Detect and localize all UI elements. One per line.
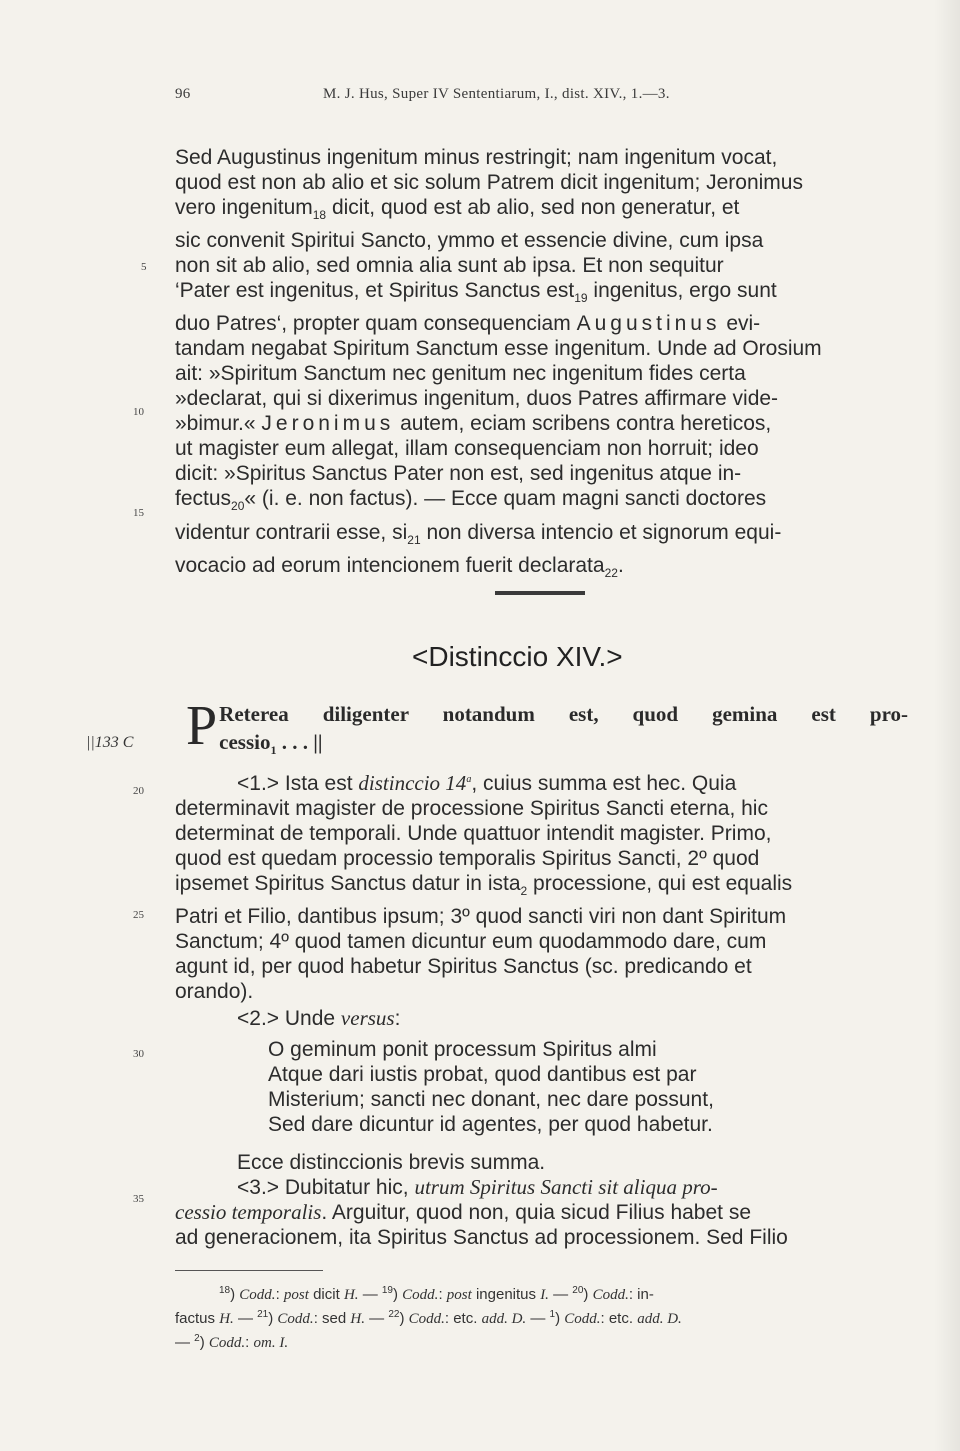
footnote-text: : bbox=[438, 1286, 447, 1303]
spaced-name: Jeronimus bbox=[261, 412, 395, 436]
text-line bbox=[175, 871, 908, 904]
text-line: ad generacionem, ita Spiritus Sanctus ad processionem. Sed Filio bbox=[175, 1226, 788, 1249]
text-line: tandam negabat Spiritum Sanctum esse ingenitum. Unde ad Orosium bbox=[175, 337, 822, 361]
footnote-text: factus bbox=[175, 1310, 220, 1327]
text-line bbox=[175, 1006, 908, 1031]
text-run: cessio bbox=[219, 730, 271, 754]
footnote-italic: post bbox=[283, 1287, 309, 1303]
footnote-source: Codd. bbox=[592, 1287, 629, 1303]
footnote-text: : etc. bbox=[444, 1310, 482, 1327]
footnote-number: 18 bbox=[219, 1285, 231, 1296]
text-run: autem, eciam scribens contra hereticos, bbox=[394, 412, 772, 436]
footnote-source: Codd. bbox=[208, 1335, 246, 1351]
text-line bbox=[186, 728, 908, 764]
footnotes bbox=[175, 1281, 908, 1353]
section-separator bbox=[495, 591, 585, 595]
running-header bbox=[175, 86, 910, 108]
text-run: dicit, quod est ab alio, sed non generatur, et bbox=[326, 196, 740, 219]
text-run: : bbox=[394, 1007, 401, 1031]
footnote-rule bbox=[175, 1270, 323, 1271]
page-edge-shadow bbox=[934, 0, 960, 1451]
footnote-source: Codd. bbox=[408, 1311, 445, 1327]
footnote-italic: add. D. bbox=[481, 1311, 527, 1327]
line-number-10: 10 bbox=[133, 406, 144, 418]
verse-block bbox=[268, 1037, 908, 1137]
footnote-italic: H. bbox=[343, 1287, 359, 1303]
text-line: Sanctum; 4º quod tamen dicuntur eum quodammodo dare, cum bbox=[175, 930, 767, 954]
text-line bbox=[175, 486, 908, 519]
footnote-source: Codd. bbox=[239, 1287, 276, 1303]
text-line: sic convenit Spiritui Sancto, ymmo et essencie divine, cum ipsa bbox=[175, 229, 764, 253]
text-run: ‘Pater est ingenitus, et Spiritus Sanctus est bbox=[175, 279, 575, 303]
text-line: »declarat, qui si dixerimus ingenitum, duos Patres affirmare vide- bbox=[175, 387, 779, 411]
footnote-italic: I. bbox=[540, 1287, 549, 1303]
text-line: non sit ab alio, sed omnia alia sunt ab ipsa. Et non sequitur bbox=[175, 254, 724, 278]
text-line bbox=[175, 767, 908, 796]
footnote-italic: om. I. bbox=[253, 1335, 289, 1351]
text-run: <1.> Ista est bbox=[237, 772, 359, 795]
text-run: . bbox=[617, 553, 624, 577]
footnote-italic: add. D. bbox=[637, 1311, 682, 1327]
italic-run: versus bbox=[340, 1006, 395, 1031]
text-line bbox=[175, 311, 908, 336]
text-line bbox=[175, 278, 908, 311]
text-run: . Arguitur, quod non, quia sicud Filius habet se bbox=[321, 1201, 752, 1224]
text-run: vero ingenitum bbox=[175, 196, 313, 219]
text-run: ingenitus, ergo sunt bbox=[587, 279, 777, 303]
text-line bbox=[175, 195, 908, 228]
text-line: agunt id, per quod habetur Spiritus Sanctus (sc. predicando et bbox=[175, 955, 752, 979]
text-line: ait: »Spiritum Sanctum nec genitum nec ingenitum fides certa bbox=[175, 362, 746, 386]
footnote-source: Codd. bbox=[402, 1287, 439, 1303]
text-line: quod est quedam processio temporalis Spiritus Sancti, 2º quod bbox=[175, 847, 760, 870]
footnote-line: $^{18}$) Codd.: post dicit H. — $^{19}$) Codd.: post ingenitus I. — $^{20}$) Codd.: in- bbox=[219, 1285, 654, 1303]
footnote-ref: 21 bbox=[407, 532, 421, 547]
text-line bbox=[175, 411, 908, 436]
text-run: fectus bbox=[175, 487, 232, 511]
text-line: Reterea diligenter notandum est, quod gemina est pro- bbox=[219, 702, 908, 726]
line-number-35: 35 bbox=[133, 1193, 144, 1205]
footnote-line: — $^2$) Codd.: om. I. bbox=[175, 1333, 289, 1351]
footnote-text: : sed bbox=[313, 1310, 351, 1327]
footnote-ref: 20 bbox=[231, 499, 245, 514]
footnote-line: factus H. — $^{21}$) Codd.: sed H. — $^{22}$) Codd.: etc. add. D. — $^1$) Codd.: etc. add. D. bbox=[175, 1309, 682, 1327]
footnote-ref: 19 bbox=[574, 291, 588, 306]
text-run: »bimur.« bbox=[175, 412, 262, 436]
italic-run: distinccio 14 bbox=[358, 771, 467, 795]
line-number-15: 15 bbox=[133, 507, 144, 519]
text-line: Sed Augustinus ingenitum minus restringit; nam ingenitum vocat, bbox=[175, 146, 778, 169]
text-line: dicit: »Spiritus Sanctus Pater non est, sed ingenitus atque in- bbox=[175, 462, 742, 486]
text-line: determinat de temporali. Unde quattuor intendit magister. Primo, bbox=[175, 822, 772, 845]
paragraph-summary bbox=[175, 767, 908, 1031]
text-run: non diversa intencio et signorum equi- bbox=[420, 520, 782, 544]
text-line: orando). bbox=[175, 980, 254, 1004]
footnote-text: ingenitus bbox=[471, 1286, 541, 1303]
line-number-25: 25 bbox=[133, 909, 144, 921]
verse-line: Atque dari iustis probat, quod dantibus est par bbox=[268, 1063, 697, 1086]
section-title: <Distinccio XIV.> bbox=[412, 641, 623, 672]
footnote-italic: H. bbox=[219, 1311, 234, 1327]
footnote-text: : bbox=[275, 1286, 284, 1303]
text-run: <2.> Unde bbox=[237, 1007, 341, 1031]
footnote-source: Codd. bbox=[277, 1311, 314, 1327]
footnote-number: 2 bbox=[194, 1333, 200, 1344]
footnote-text: : etc. bbox=[600, 1310, 638, 1327]
footnote-text: dicit bbox=[308, 1286, 344, 1303]
running-title: M. J. Hus, Super IV Sententiarum, I., dist. XIV., 1.—3. bbox=[323, 86, 670, 102]
text-run: processione, qui est equalis bbox=[527, 872, 793, 895]
text-run: videntur contrarii esse, si bbox=[175, 520, 408, 544]
text-run: , cuius summa est hec. Quia bbox=[471, 772, 737, 795]
text-line: ut magister eum allegat, illam consequenciam non horruit; ideo bbox=[175, 437, 759, 461]
paragraph-dubitatur bbox=[175, 1150, 908, 1250]
text-line: determinavit magister de processione Spiritus Sancti eterna, hic bbox=[175, 797, 768, 820]
paragraph-augustinus bbox=[175, 145, 908, 586]
italic-run: cessio temporalis bbox=[175, 1200, 322, 1224]
footnote-italic: post bbox=[446, 1287, 472, 1303]
footnote-number: 21 bbox=[257, 1309, 269, 1320]
line-number-5: 5 bbox=[141, 261, 147, 273]
text-line bbox=[175, 520, 908, 553]
footnote-ref: 2 bbox=[520, 884, 528, 899]
verse-line: O geminum ponit processum Spiritus almi bbox=[268, 1038, 657, 1061]
text-line: Patri et Filio, dantibus ipsum; 3º quod sancti viri non dant Spiritum bbox=[175, 905, 787, 929]
verse-line: Misterium; sancti nec donant, nec dare possunt, bbox=[268, 1088, 714, 1111]
marginal-reference: ||133 C bbox=[86, 734, 134, 751]
verse-line: Sed dare dicuntur id agentes, per quod habetur. bbox=[268, 1113, 713, 1136]
text-line bbox=[175, 1175, 908, 1200]
drop-cap: P bbox=[186, 695, 218, 757]
text-line: Ecce distinccionis brevis summa. bbox=[237, 1151, 546, 1174]
footnote-number: 19 bbox=[381, 1285, 393, 1296]
text-run: duo Patres‘, propter quam consequenciam bbox=[175, 312, 577, 336]
footnote-text: : bbox=[245, 1334, 254, 1351]
text-run: . . . || bbox=[276, 730, 323, 754]
spaced-name: Augustinus bbox=[576, 312, 721, 336]
footnote-ref: 18 bbox=[312, 208, 327, 223]
footnote-source: Codd. bbox=[564, 1311, 601, 1327]
superscript: a bbox=[466, 774, 472, 785]
text-run: « (i. e. non factus). — Ecce quam magni sancti doctores bbox=[244, 487, 767, 511]
text-run: evi- bbox=[720, 312, 761, 336]
text-run: vocacio ad eorum intencionem fuerit declarata bbox=[175, 553, 605, 577]
footnote-ref: 1 bbox=[270, 743, 277, 758]
text-line: quod est non ab alio et sic solum Patrem dicit ingenitum; Jeronimus bbox=[175, 171, 803, 194]
footnote-number: 22 bbox=[388, 1309, 400, 1320]
footnote-text: : in- bbox=[628, 1286, 654, 1303]
italic-run: utrum Spiritus Sancti sit aliqua pro- bbox=[414, 1175, 718, 1199]
footnote-number: 1 bbox=[549, 1309, 556, 1320]
opening-text bbox=[186, 695, 908, 764]
line-number-20: 20 bbox=[133, 785, 144, 797]
text-run: ipsemet Spiritus Sanctus datur in ista bbox=[175, 872, 521, 895]
page-number: 96 bbox=[175, 86, 191, 102]
text-line bbox=[175, 553, 908, 586]
text-run: <3.> Dubitatur hic, bbox=[237, 1176, 415, 1199]
text-line bbox=[175, 1200, 908, 1225]
footnote-ref: 22 bbox=[604, 565, 618, 580]
footnote-italic: H. bbox=[350, 1311, 365, 1327]
line-number-30: 30 bbox=[133, 1048, 144, 1060]
footnote-number: 20 bbox=[572, 1285, 584, 1296]
